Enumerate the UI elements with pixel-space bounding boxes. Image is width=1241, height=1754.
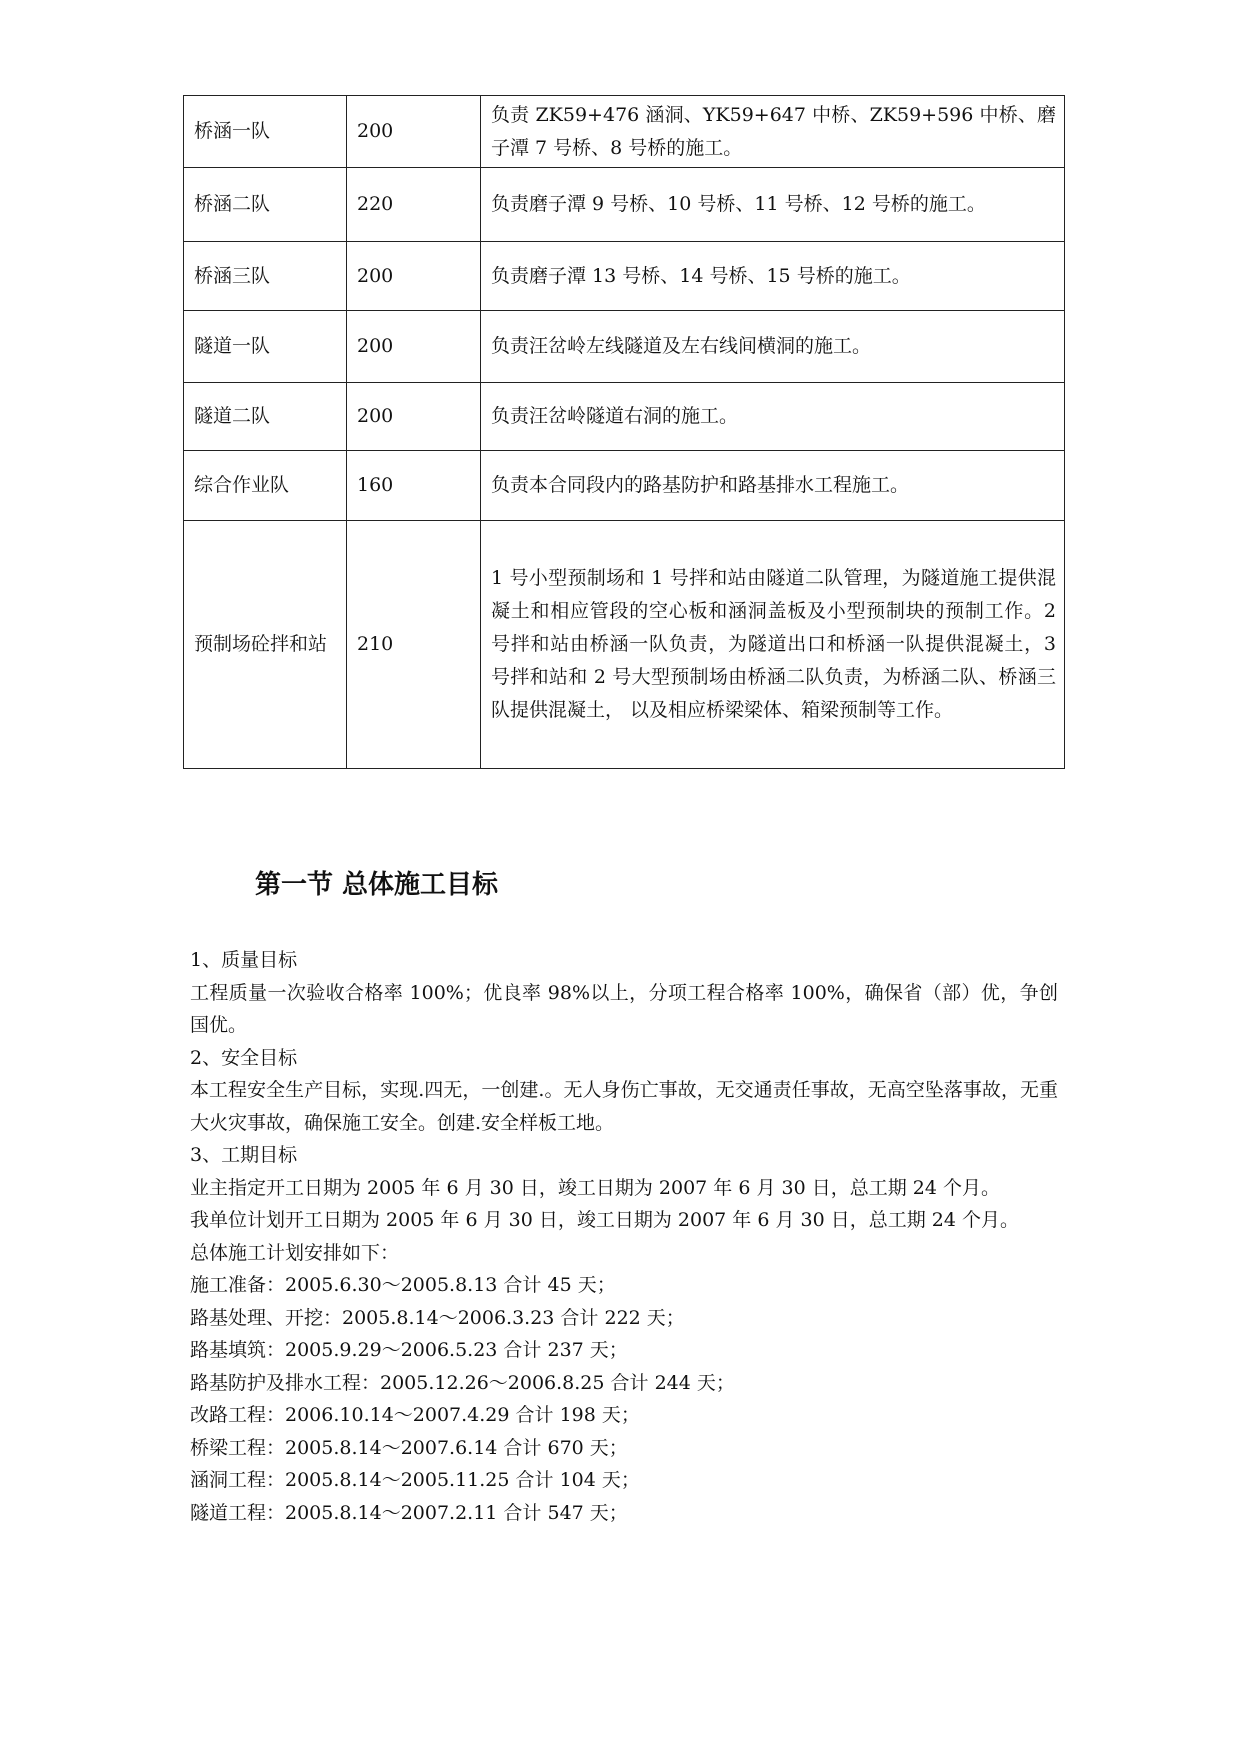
goals-body: [190, 944, 1058, 1529]
table-row: [184, 242, 1065, 311]
table-row: [184, 451, 1065, 521]
team-name-cell: 桥涵三队: [184, 242, 347, 311]
plan-item: 隧道工程：2005.8.14～2007.2.11 合计 547 天；: [190, 1501, 628, 1524]
quality-text: 工程质量一次验收合格率 100%；优良率 98%以上，分项工程合格率 100%，确保省（部）优，争创国优。: [190, 981, 1058, 1036]
team-count-cell: 210: [347, 521, 481, 769]
team-name-cell: 隧道一队: [184, 311, 347, 383]
safety-heading: 2、安全目标: [190, 1046, 298, 1069]
team-count-cell: 200: [347, 383, 481, 451]
table-row: [184, 521, 1065, 769]
plan-item: 路基填筑：2005.9.29～2006.5.23 合计 237 天；: [190, 1339, 628, 1361]
plan-item: 路基防护及排水工程：2005.12.26～2006.8.25 合计 244 天；: [190, 1371, 735, 1394]
team-count-cell: 220: [347, 168, 481, 242]
plan-item: 改路工程：2006.10.14～2007.4.29 合计 198 天；: [190, 1404, 640, 1426]
team-duty-cell: 负责本合同段内的路基防护和路基排水工程施工。: [481, 451, 1065, 521]
team-duty-cell: 1 号小型预制场和 1 号拌和站由隧道二队管理，为隧道施工提供混凝土和相应管段的空心板和涵洞盖板及小型预制块的预制工作。2 号拌和站由桥涵一队负责，为隧道出口和桥涵一队提供混凝土，3 号拌和站和 2 号大型预制场由桥涵二队负责，为桥涵二队、桥涵三队提供混凝土， 以及相应桥梁梁体、箱梁预制等工作。: [481, 521, 1065, 769]
plan-item: 涵洞工程：2005.8.14～2005.11.25 合计 104 天；: [190, 1469, 640, 1491]
quality-heading: 1、质量目标: [190, 949, 298, 971]
table-row: [184, 383, 1065, 451]
plan-item: 桥梁工程：2005.8.14～2007.6.14 合计 670 天；: [190, 1436, 628, 1459]
plan-item: 路基处理、开挖：2005.8.14～2006.3.23 合计 222 天；: [190, 1306, 685, 1329]
team-duty-cell: 负责汪岔岭左线隧道及左右线间横洞的施工。: [481, 311, 1065, 383]
team-count-cell: 200: [347, 96, 481, 168]
team-duty-cell: 负责汪岔岭隧道右洞的施工。: [481, 383, 1065, 451]
team-duty-cell: 负责 ZK59+476 涵洞、YK59+647 中桥、ZK59+596 中桥、磨子潭 7 号桥、8 号桥的施工。: [481, 96, 1065, 168]
team-count-cell: 200: [347, 311, 481, 383]
team-name-cell: 桥涵二队: [184, 168, 347, 242]
table-row: [184, 168, 1065, 242]
section-title: 第一节 总体施工目标: [255, 870, 499, 900]
owner-schedule: 业主指定开工日期为 2005 年 6 月 30 日，竣工日期为 2007 年 6 月 30 日，总工期 24 个月。: [190, 1176, 1000, 1199]
team-duty-cell: 负责磨子潭 13 号桥、14 号桥、15 号桥的施工。: [481, 242, 1065, 311]
team-name-cell: 桥涵一队: [184, 96, 347, 168]
table-row: [184, 311, 1065, 383]
team-name-cell: 预制场砼拌和站: [184, 521, 347, 769]
table-row: [184, 96, 1065, 168]
team-duty-cell: 负责磨子潭 9 号桥、10 号桥、11 号桥、12 号桥的施工。: [481, 168, 1065, 242]
team-name-cell: 隧道二队: [184, 383, 347, 451]
team-count-cell: 200: [347, 242, 481, 311]
safety-text: 本工程安全生产目标，实现.四无，一创建.。无人身伤亡事故，无交通责任事故，无高空坠落事故，无重大火灾事故，确保施工安全。创建.安全样板工地。: [190, 1079, 1058, 1134]
plan-intro: 总体施工计划安排如下：: [190, 1241, 400, 1264]
plan-item: 施工准备：2005.6.30～2005.8.13 合计 45 天；: [190, 1274, 616, 1296]
team-name-cell: 综合作业队: [184, 451, 347, 521]
team-count-cell: 160: [347, 451, 481, 521]
team-table: [183, 95, 1065, 769]
our-schedule: 我单位计划开工日期为 2005 年 6 月 30 日，竣工日期为 2007 年 6 月 30 日，总工期 24 个月。: [190, 1209, 1019, 1231]
schedule-heading: 3、工期目标: [190, 1144, 298, 1166]
